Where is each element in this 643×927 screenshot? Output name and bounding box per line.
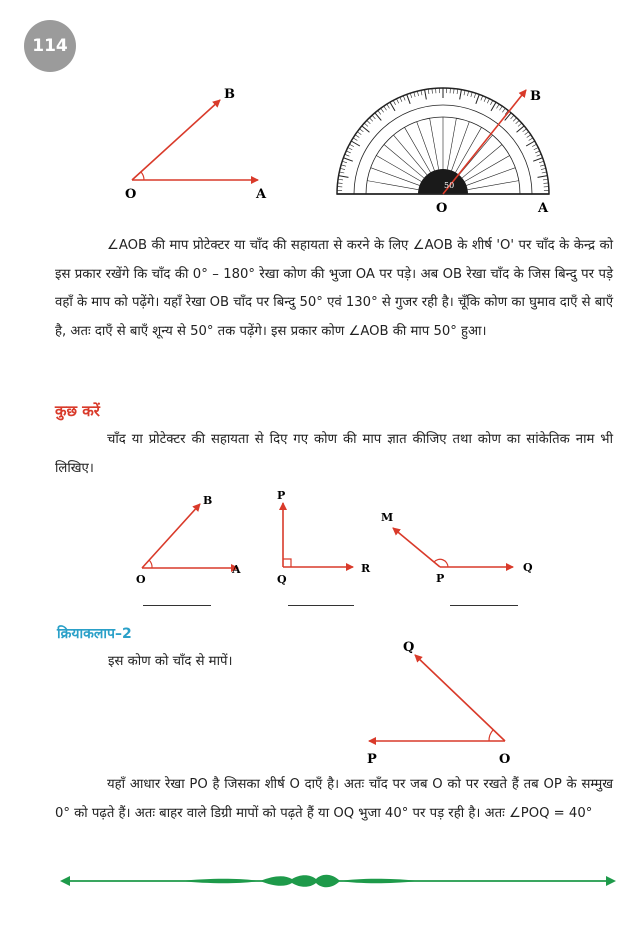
answer-blank-1[interactable] <box>143 605 211 606</box>
label-b: B <box>530 89 541 104</box>
answer-blank-2[interactable] <box>288 605 354 606</box>
right-angle-mark <box>283 559 291 567</box>
label-m: M <box>381 511 394 524</box>
label-a: A <box>256 187 267 202</box>
angle-aob-figure <box>110 80 280 205</box>
angle-mark: 50 <box>444 181 455 190</box>
label-p: P <box>367 752 377 767</box>
label-a: A <box>538 201 549 216</box>
decorative-divider <box>60 870 620 892</box>
activity-heading: क्रियाकलाप–2 <box>57 626 132 642</box>
label-p: P <box>277 489 286 502</box>
label-b: B <box>203 494 213 507</box>
section-heading-kuch-karen: कुछ करें <box>55 402 100 420</box>
explanation-paragraph: ∠AOB की माप प्रोटेक्टर या चाँद की सहायता से करने के लिए ∠AOB के शीर्ष 'O' पर चाँद के केन्द्र को इस प्रकार रखेंगे कि चाँद की 0° – 180° रेखा कोण की भुजा OA पर पड़े। अब OB रेखा चाँद के जिस बिन्दु पर पड़े वहाँ के माप को पढ़ेंगे। यहाँ रेखा OB चाँद पर बिन्दु 50° एवं 130° से गुजर रही है। चूँकि कोण का घुमाव दाएँ से बाएँ है, अतः दाएँ से बाएँ शून्य से 50° तक पढ़ेंगे। इस प्रकार कोण ∠AOB की माप 50° हुआ। <box>55 238 613 339</box>
label-a: A <box>232 563 241 576</box>
angle-poq-figure <box>355 633 530 768</box>
ray-oq <box>415 655 505 741</box>
label-o: O <box>136 573 146 586</box>
angle-arc <box>489 730 493 741</box>
exercise-angle-bOA <box>120 488 260 588</box>
label-r: R <box>361 562 371 575</box>
exercise-instruction: चाँद या प्रोटेक्टर की सहायता से दिए गए कोण की माप ज्ञात कीजिए तथा कोण का सांकेतिक नाम भी लिखिए। <box>55 432 613 476</box>
label-o: O <box>436 201 448 216</box>
label-p: P <box>436 572 445 585</box>
activity-instruction: इस कोण को चाँद से मापें। <box>108 654 233 669</box>
ray <box>393 528 440 567</box>
answer-blank-3[interactable] <box>450 605 518 606</box>
ray <box>142 504 200 568</box>
label-b: B <box>224 87 235 102</box>
ray-ob <box>132 100 220 180</box>
page-number-badge <box>24 20 76 72</box>
protractor-figure <box>330 82 560 217</box>
page-number: 114 <box>32 36 68 56</box>
angle-arc <box>141 172 144 180</box>
label-o: O <box>125 187 137 202</box>
label-q: Q <box>403 640 415 655</box>
angle-arc <box>149 560 152 568</box>
label-q: Q <box>277 573 287 586</box>
label-q: Q <box>523 561 533 574</box>
exercise-angle-pqr <box>265 485 385 588</box>
exercise-angle-mpq <box>375 505 545 590</box>
activity-explanation: यहाँ आधार रेखा PO है जिसका शीर्ष O दाएँ है। अतः चाँद पर जब O को पर रखते हैं तब OP के सम्मुख 0° को पढ़ते हैं। अतः बाहर वाले डिग्री मापों को पढ़ते हैं या OQ भुजा 40° पर पड़ रही है। अतः ∠POQ = 40° <box>55 777 613 821</box>
label-o: O <box>499 752 511 767</box>
